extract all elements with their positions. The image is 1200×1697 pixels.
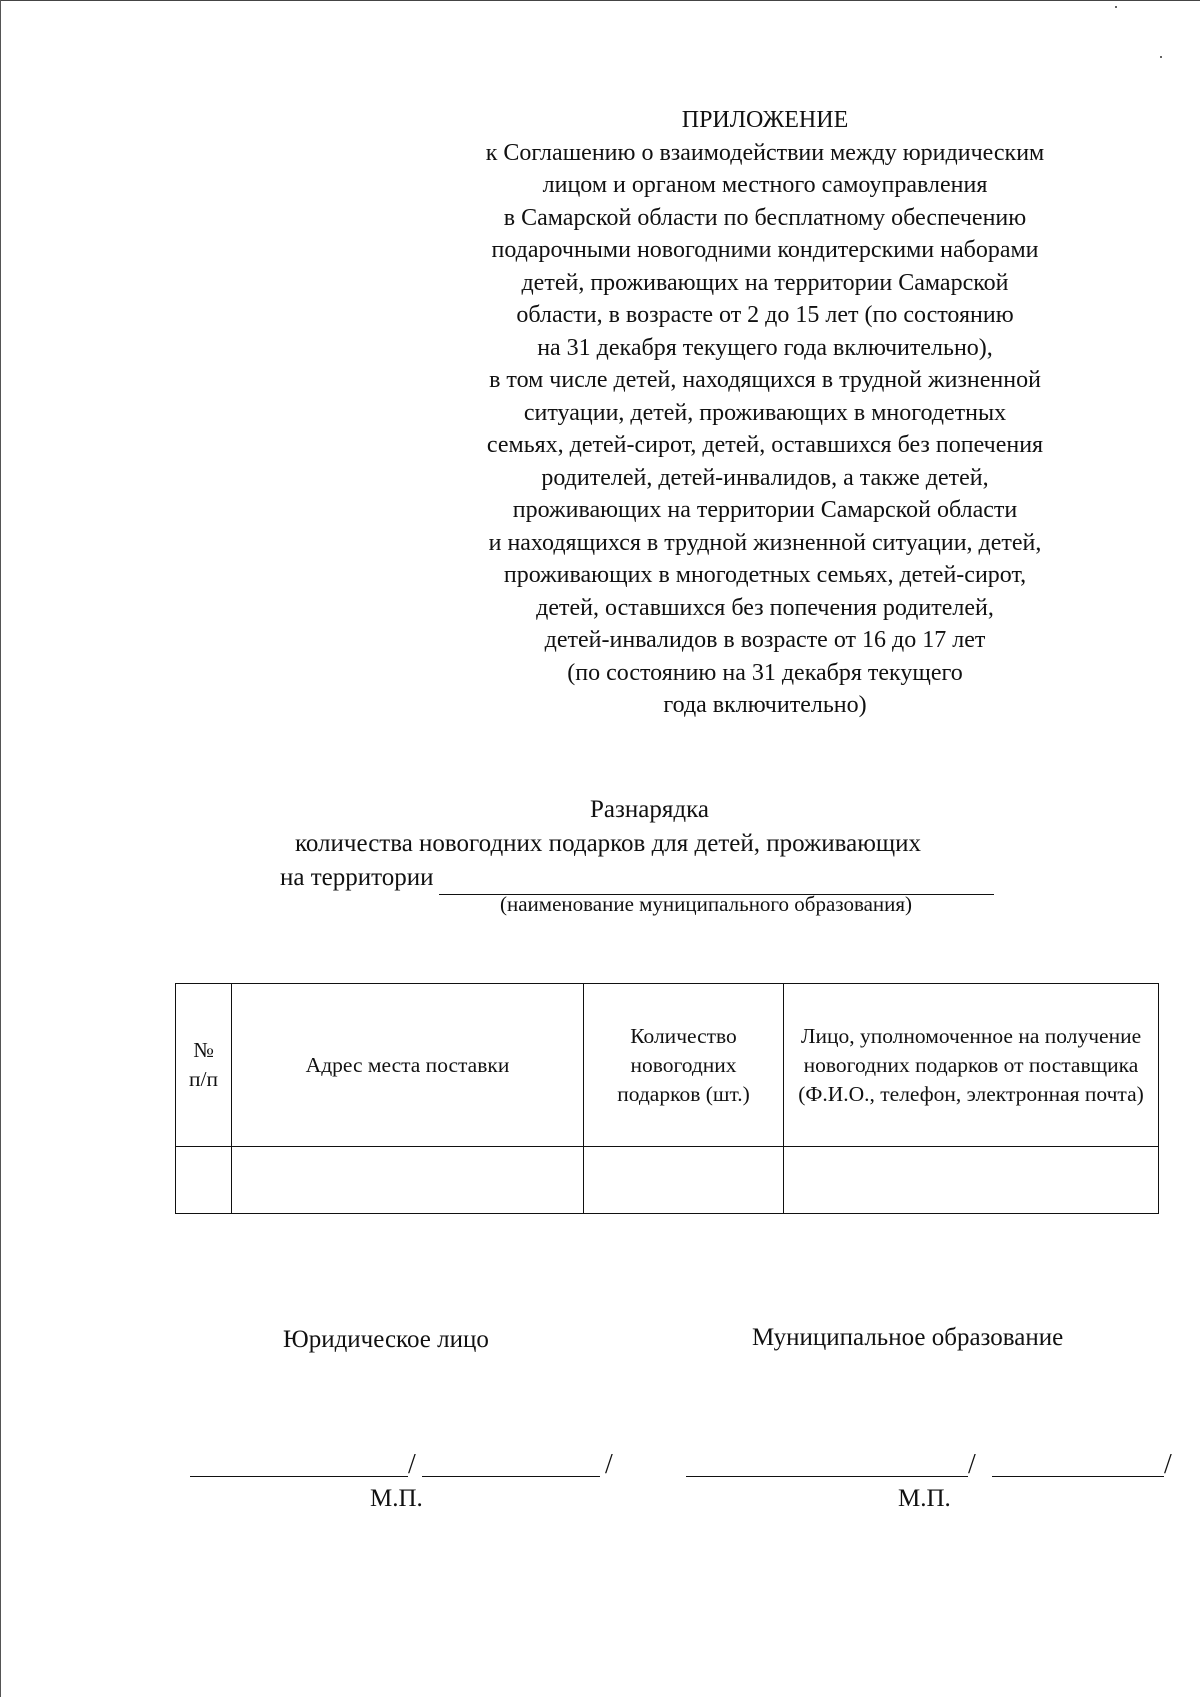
- appendix-line: области, в возрасте от 2 до 15 лет (по состоянию: [516, 302, 1014, 328]
- allocation-table: [175, 983, 1159, 1214]
- signature-slash: /: [605, 1449, 613, 1480]
- scan-speck: [1115, 6, 1117, 8]
- allocation-title: Разнарядка: [590, 796, 709, 823]
- territory-label: на территории: [280, 864, 434, 891]
- table-cell[interactable]: [584, 1147, 784, 1214]
- table-cell[interactable]: [176, 1147, 232, 1214]
- appendix-line: в Самарской области по бесплатному обеспечению: [503, 204, 1027, 231]
- appendix-line: в том числе детей, находящихся в трудной жизненной: [489, 367, 1041, 393]
- appendix-line: семьях, детей-сирот, детей, оставшихся без попечения: [486, 432, 1044, 458]
- legal-entity-signature-line[interactable]: [190, 1475, 408, 1477]
- scan-speck: [1160, 56, 1162, 58]
- appendix-line: лицом и органом местного самоуправления: [542, 172, 988, 198]
- municipality-signature-line[interactable]: [686, 1475, 968, 1477]
- appendix-line: детей, проживающих на территории Самарской: [521, 269, 1009, 296]
- municipality-stamp-place: М.П.: [898, 1485, 951, 1512]
- appendix-block: [420, 104, 1110, 722]
- header-number: № п/п: [176, 984, 232, 1147]
- appendix-line: детей-инвалидов в возрасте от 16 до 17 лет: [544, 627, 986, 653]
- allocation-subtitle: количества новогодних подарков для детей, проживающих: [295, 830, 922, 857]
- table-row: [176, 1147, 1159, 1214]
- appendix-line: (по состоянию на 31 декабря текущего: [567, 659, 963, 686]
- appendix-line: родителей, детей-инвалидов, а также детей,: [541, 464, 989, 491]
- appendix-line: и находящихся в трудной жизненной ситуации, детей,: [488, 529, 1042, 556]
- territory-line: [280, 861, 1030, 895]
- appendix-line: детей, оставшихся без попечения родителей,: [536, 594, 994, 621]
- appendix-line: ситуации, детей, проживающих в многодетных: [523, 399, 1007, 426]
- table-cell[interactable]: [784, 1147, 1159, 1214]
- appendix-heading: ПРИЛОЖЕНИЕ: [681, 107, 849, 133]
- territory-caption: (наименование муниципального образования): [500, 892, 913, 916]
- header-quantity: Количество новогодних подарков (шт.): [584, 984, 784, 1147]
- signature-slash: /: [1164, 1449, 1172, 1480]
- appendix-line: на 31 декабря текущего года включительно),: [537, 334, 993, 361]
- legal-entity-label: Юридическое лицо: [283, 1326, 489, 1353]
- signature-slash: /: [968, 1449, 976, 1480]
- legal-entity-name-line[interactable]: [422, 1475, 600, 1477]
- allocation-title-block: [280, 793, 1030, 895]
- appendix-line: к Соглашению о взаимодействии между юридическим: [485, 139, 1045, 166]
- table-cell[interactable]: [232, 1147, 584, 1214]
- appendix-line: года включительно): [663, 692, 867, 718]
- header-address: Адрес места поставки: [232, 984, 584, 1147]
- header-responsible-person: Лицо, уполномоченное на получение новогодних подарков от поставщика (Ф.И.О., телефон, электронная почта): [784, 984, 1159, 1147]
- appendix-line: проживающих на территории Самарской области: [512, 497, 1018, 523]
- municipality-label: Муниципальное образование: [752, 1324, 1064, 1351]
- appendix-line: проживающих в многодетных семьях, детей-сирот,: [503, 562, 1027, 588]
- appendix-line: подарочными новогодними кондитерскими наборами: [491, 237, 1039, 263]
- signature-slash: /: [408, 1449, 416, 1480]
- scan-edge-top: [0, 0, 1200, 1]
- table-header-row: [176, 984, 1159, 1147]
- municipality-name-line[interactable]: [992, 1475, 1164, 1477]
- legal-entity-stamp-place: М.П.: [370, 1485, 423, 1512]
- scan-edge-left: [0, 0, 1, 1697]
